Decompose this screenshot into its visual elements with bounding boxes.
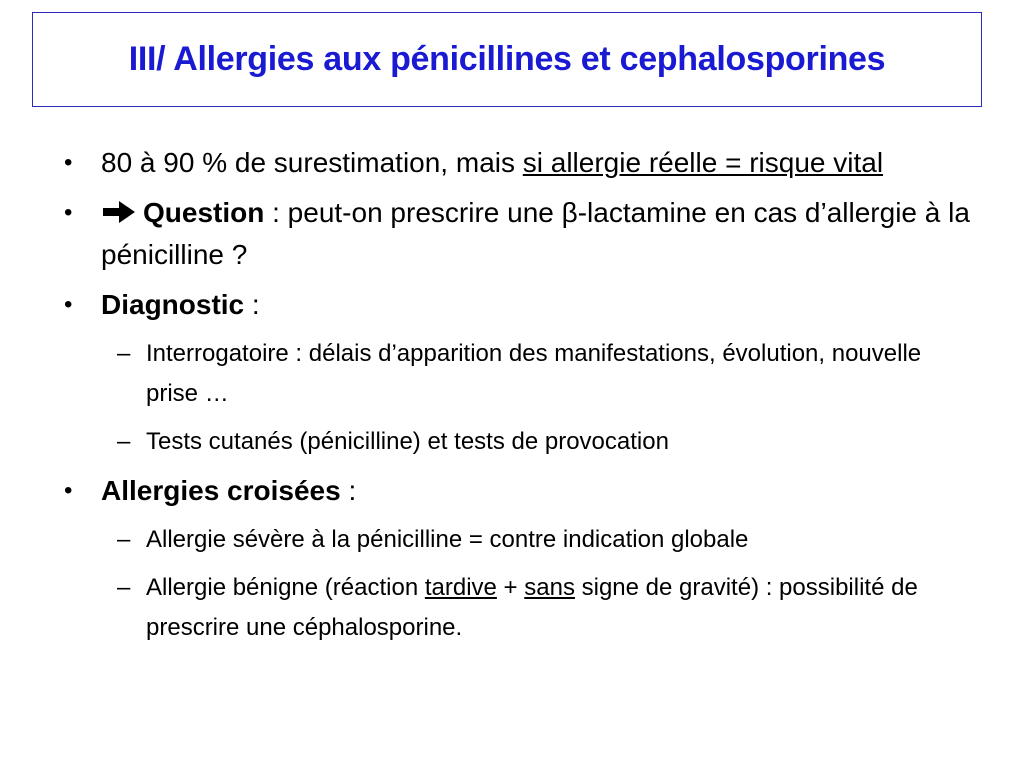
sub-bullet-marker: – bbox=[117, 340, 131, 367]
bullet-text: 80 à 90 % de surestimation, mais bbox=[101, 147, 523, 178]
sub-item-text: Allergie bénigne (réaction bbox=[146, 574, 425, 601]
sub-item-interrogatoire bbox=[60, 334, 970, 414]
sub-bullet-marker: – bbox=[117, 574, 131, 601]
bullet-item-diagnostic bbox=[60, 284, 970, 326]
bullet-marker: • bbox=[64, 149, 73, 176]
bullet-label-bold: Diagnostic bbox=[101, 289, 245, 320]
bullet-text-underlined: si allergie réelle = risque vital bbox=[522, 147, 884, 178]
bullet-text: : bbox=[340, 475, 357, 506]
sub-item-text: + bbox=[496, 574, 525, 601]
sub-item-text-underlined: tardive bbox=[424, 574, 497, 601]
sub-item-allergie-benigne bbox=[60, 568, 970, 648]
bullet-marker: • bbox=[64, 291, 73, 318]
bullet-text: : peut-on prescrire une β-lactamine en cas d’allergie à la pénicilline ? bbox=[101, 197, 970, 270]
bullet-item-surestimation bbox=[60, 142, 970, 184]
sub-item-tests bbox=[60, 422, 970, 462]
bullet-label-bold: Question bbox=[143, 197, 265, 228]
sub-bullet-marker: – bbox=[117, 428, 131, 455]
slide-content bbox=[60, 142, 970, 656]
sub-item-allergie-severe bbox=[60, 520, 970, 560]
slide-title: III/ Allergies aux pénicillines et cephalosporines bbox=[128, 40, 886, 78]
bullet-item-allergies-croisees bbox=[60, 470, 970, 512]
right-arrow-icon bbox=[101, 199, 137, 225]
bullet-item-question bbox=[60, 192, 970, 276]
bullet-label-bold: Allergies croisées bbox=[101, 475, 341, 506]
sub-bullet-marker: – bbox=[117, 526, 131, 553]
sub-item-text-underlined: sans bbox=[524, 574, 575, 601]
bullet-marker: • bbox=[64, 199, 73, 226]
bullet-text: : bbox=[244, 289, 260, 320]
title-box bbox=[32, 12, 982, 107]
bullet-marker: • bbox=[64, 477, 73, 504]
sub-item-text: Interrogatoire : délais d’apparition des manifestations, évolution, nouvelle prise … bbox=[146, 340, 922, 407]
sub-item-text: signe de gravité) : possibilité de prescrire une céphalosporine. bbox=[146, 574, 918, 641]
sub-item-text: Allergie sévère à la pénicilline = contre indication globale bbox=[146, 526, 749, 553]
sub-item-text: Tests cutanés (pénicilline) et tests de provocation bbox=[146, 428, 669, 455]
